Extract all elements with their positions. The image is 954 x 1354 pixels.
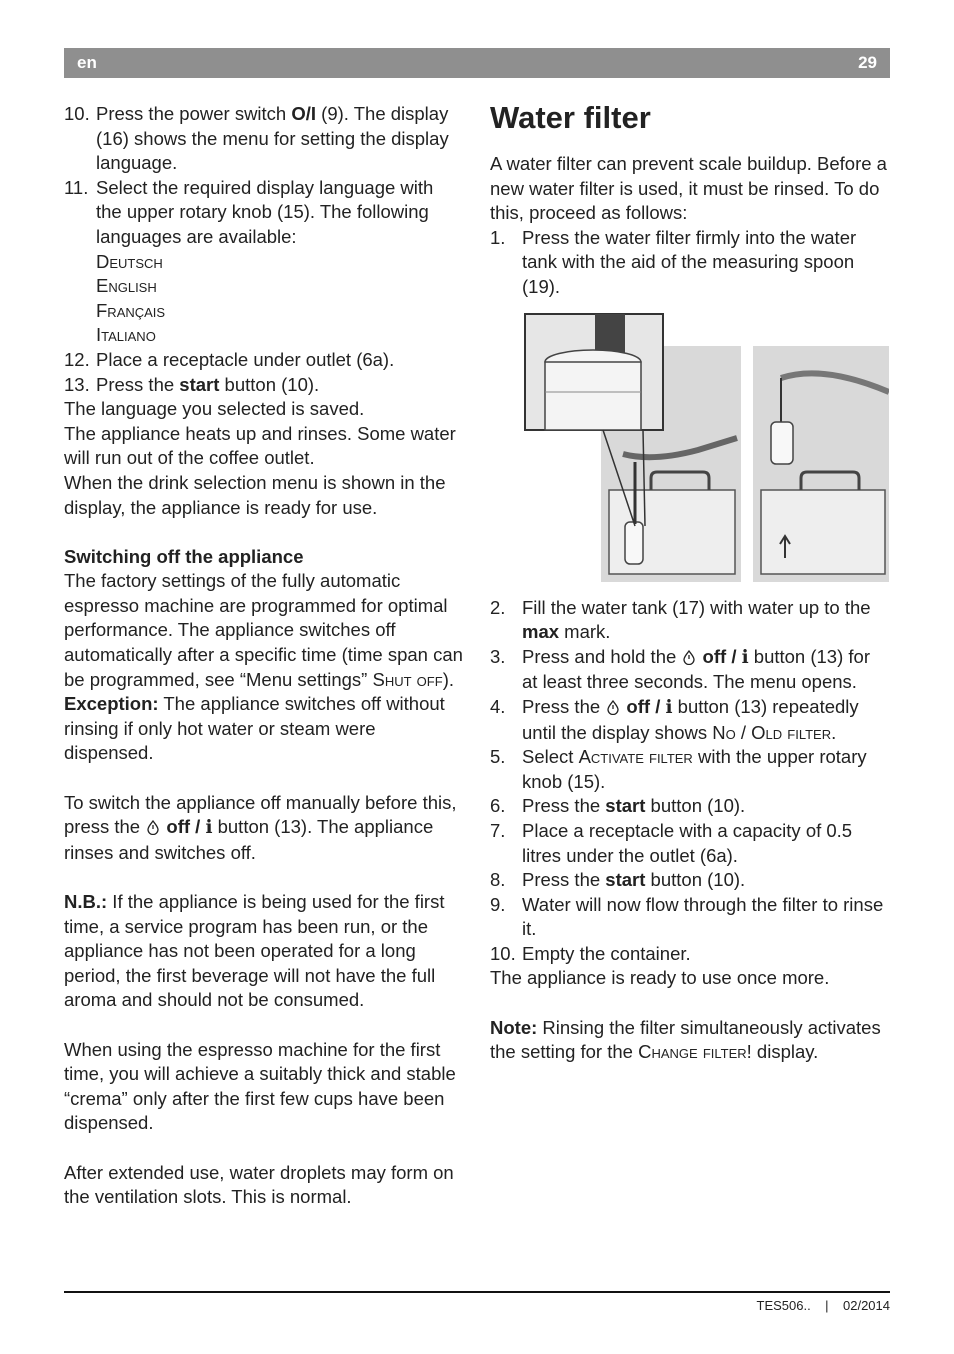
filter-step-7: 7. Place a receptacle with a capacity of 0.5 litres under the outlet (6a). [490, 819, 853, 866]
print-date: 02/2014 [843, 1298, 890, 1313]
paragraph: The language you selected is saved. [64, 398, 365, 420]
filter-step-4: 4. Press the off / i button (13) repeatedly until the display shows No / Old filter. [490, 695, 859, 743]
language-item: Français [96, 299, 166, 321]
section-heading: Switching off the appliance [64, 545, 304, 567]
water-filter-illustration [523, 312, 889, 584]
right-column [490, 100, 890, 1065]
filter-step-6: 6. Press the start button (10). [490, 795, 746, 817]
paragraph: When the drink selection menu is shown in the display, the appliance is ready for use. [64, 471, 446, 518]
nb-paragraph: N.B.: If the appliance is being used for the first time, a service program has been run, or the appliance has not been operated for a long period, the first beverage will not have the full aroma and should not be consumed. [64, 891, 445, 1011]
language-item: Deutsch [96, 250, 163, 272]
step-12: 12. Place a receptacle under outlet (6a). [64, 348, 395, 370]
page-footer: TES506.. | 02/2014 [756, 1298, 890, 1313]
filter-step-2: 2. Fill the water tank (17) with water up to the max mark. [490, 596, 871, 643]
note-paragraph: Note: Rinsing the filter simultaneously activates the setting for the Change filter! display. [490, 1016, 881, 1063]
language-label: en [77, 53, 97, 72]
paragraph: When using the espresso machine for the first time, you will achieve a suitably thick and stable “crema” only after the first few cups have been dispensed. [64, 1038, 456, 1134]
filter-step-9: 9. Water will now flow through the filter to rinse it. [490, 893, 884, 940]
left-column [64, 102, 464, 1210]
filter-step-10: 10. Empty the container. [490, 942, 691, 964]
page-number: 29 [858, 53, 877, 72]
exception-paragraph: Exception: The appliance switches off without rinsing if only hot water or steam were dispensed. [64, 693, 445, 764]
intro-paragraph: A water filter can prevent scale buildup. Before a new water filter is used, it must be rinsed. To do this, proceed as follows: [490, 153, 887, 224]
paragraph: After extended use, water droplets may form on the ventilation slots. This is normal. [64, 1161, 454, 1208]
filter-step-8: 8. Press the start button (10). [490, 869, 746, 891]
step-11: 11. Select the required display language with the upper rotary knob (15). The following languages are available: [64, 176, 434, 247]
filter-steps [490, 596, 890, 967]
footer-rule [64, 1291, 890, 1293]
model-number: TES506.. [756, 1298, 811, 1313]
power-drop-icon [605, 699, 621, 715]
filter-step-1: 1. Press the water filter firmly into the water tank with the aid of the measuring spoon (19). [490, 226, 857, 297]
page-title: Water filter [490, 100, 651, 135]
paragraph: The factory settings of the fully automatic espresso machine are programmed for optimal performance. The appliance switches off automatically after a specific time (time span can be programmed, see “Menu settings” Shut off). [64, 570, 463, 690]
step-10: 10. Press the power switch O/I (9). The display (16) shows the menu for setting the display language. [64, 103, 449, 174]
paragraph: To switch the appliance off manually before this, press the off / i button (13). The appliance rinses and switches off. [64, 791, 457, 863]
step-13: 13. Press the start button (10). [64, 373, 320, 395]
page-header [64, 48, 890, 78]
paragraph: The appliance is ready to use once more. [490, 967, 830, 989]
setup-steps [64, 102, 464, 250]
filter-step-5: 5. Select Activate filter with the upper rotary knob (15). [490, 746, 867, 792]
language-item: Italiano [96, 324, 156, 346]
language-item: English [96, 275, 157, 297]
language-list [64, 250, 464, 348]
filter-step-3: 3. Press and hold the off / i button (13) for at least three seconds. The menu opens. [490, 645, 870, 693]
paragraph: The appliance heats up and rinses. Some water will run out of the coffee outlet. [64, 422, 456, 469]
power-drop-icon [681, 649, 697, 665]
power-drop-icon [145, 819, 161, 835]
